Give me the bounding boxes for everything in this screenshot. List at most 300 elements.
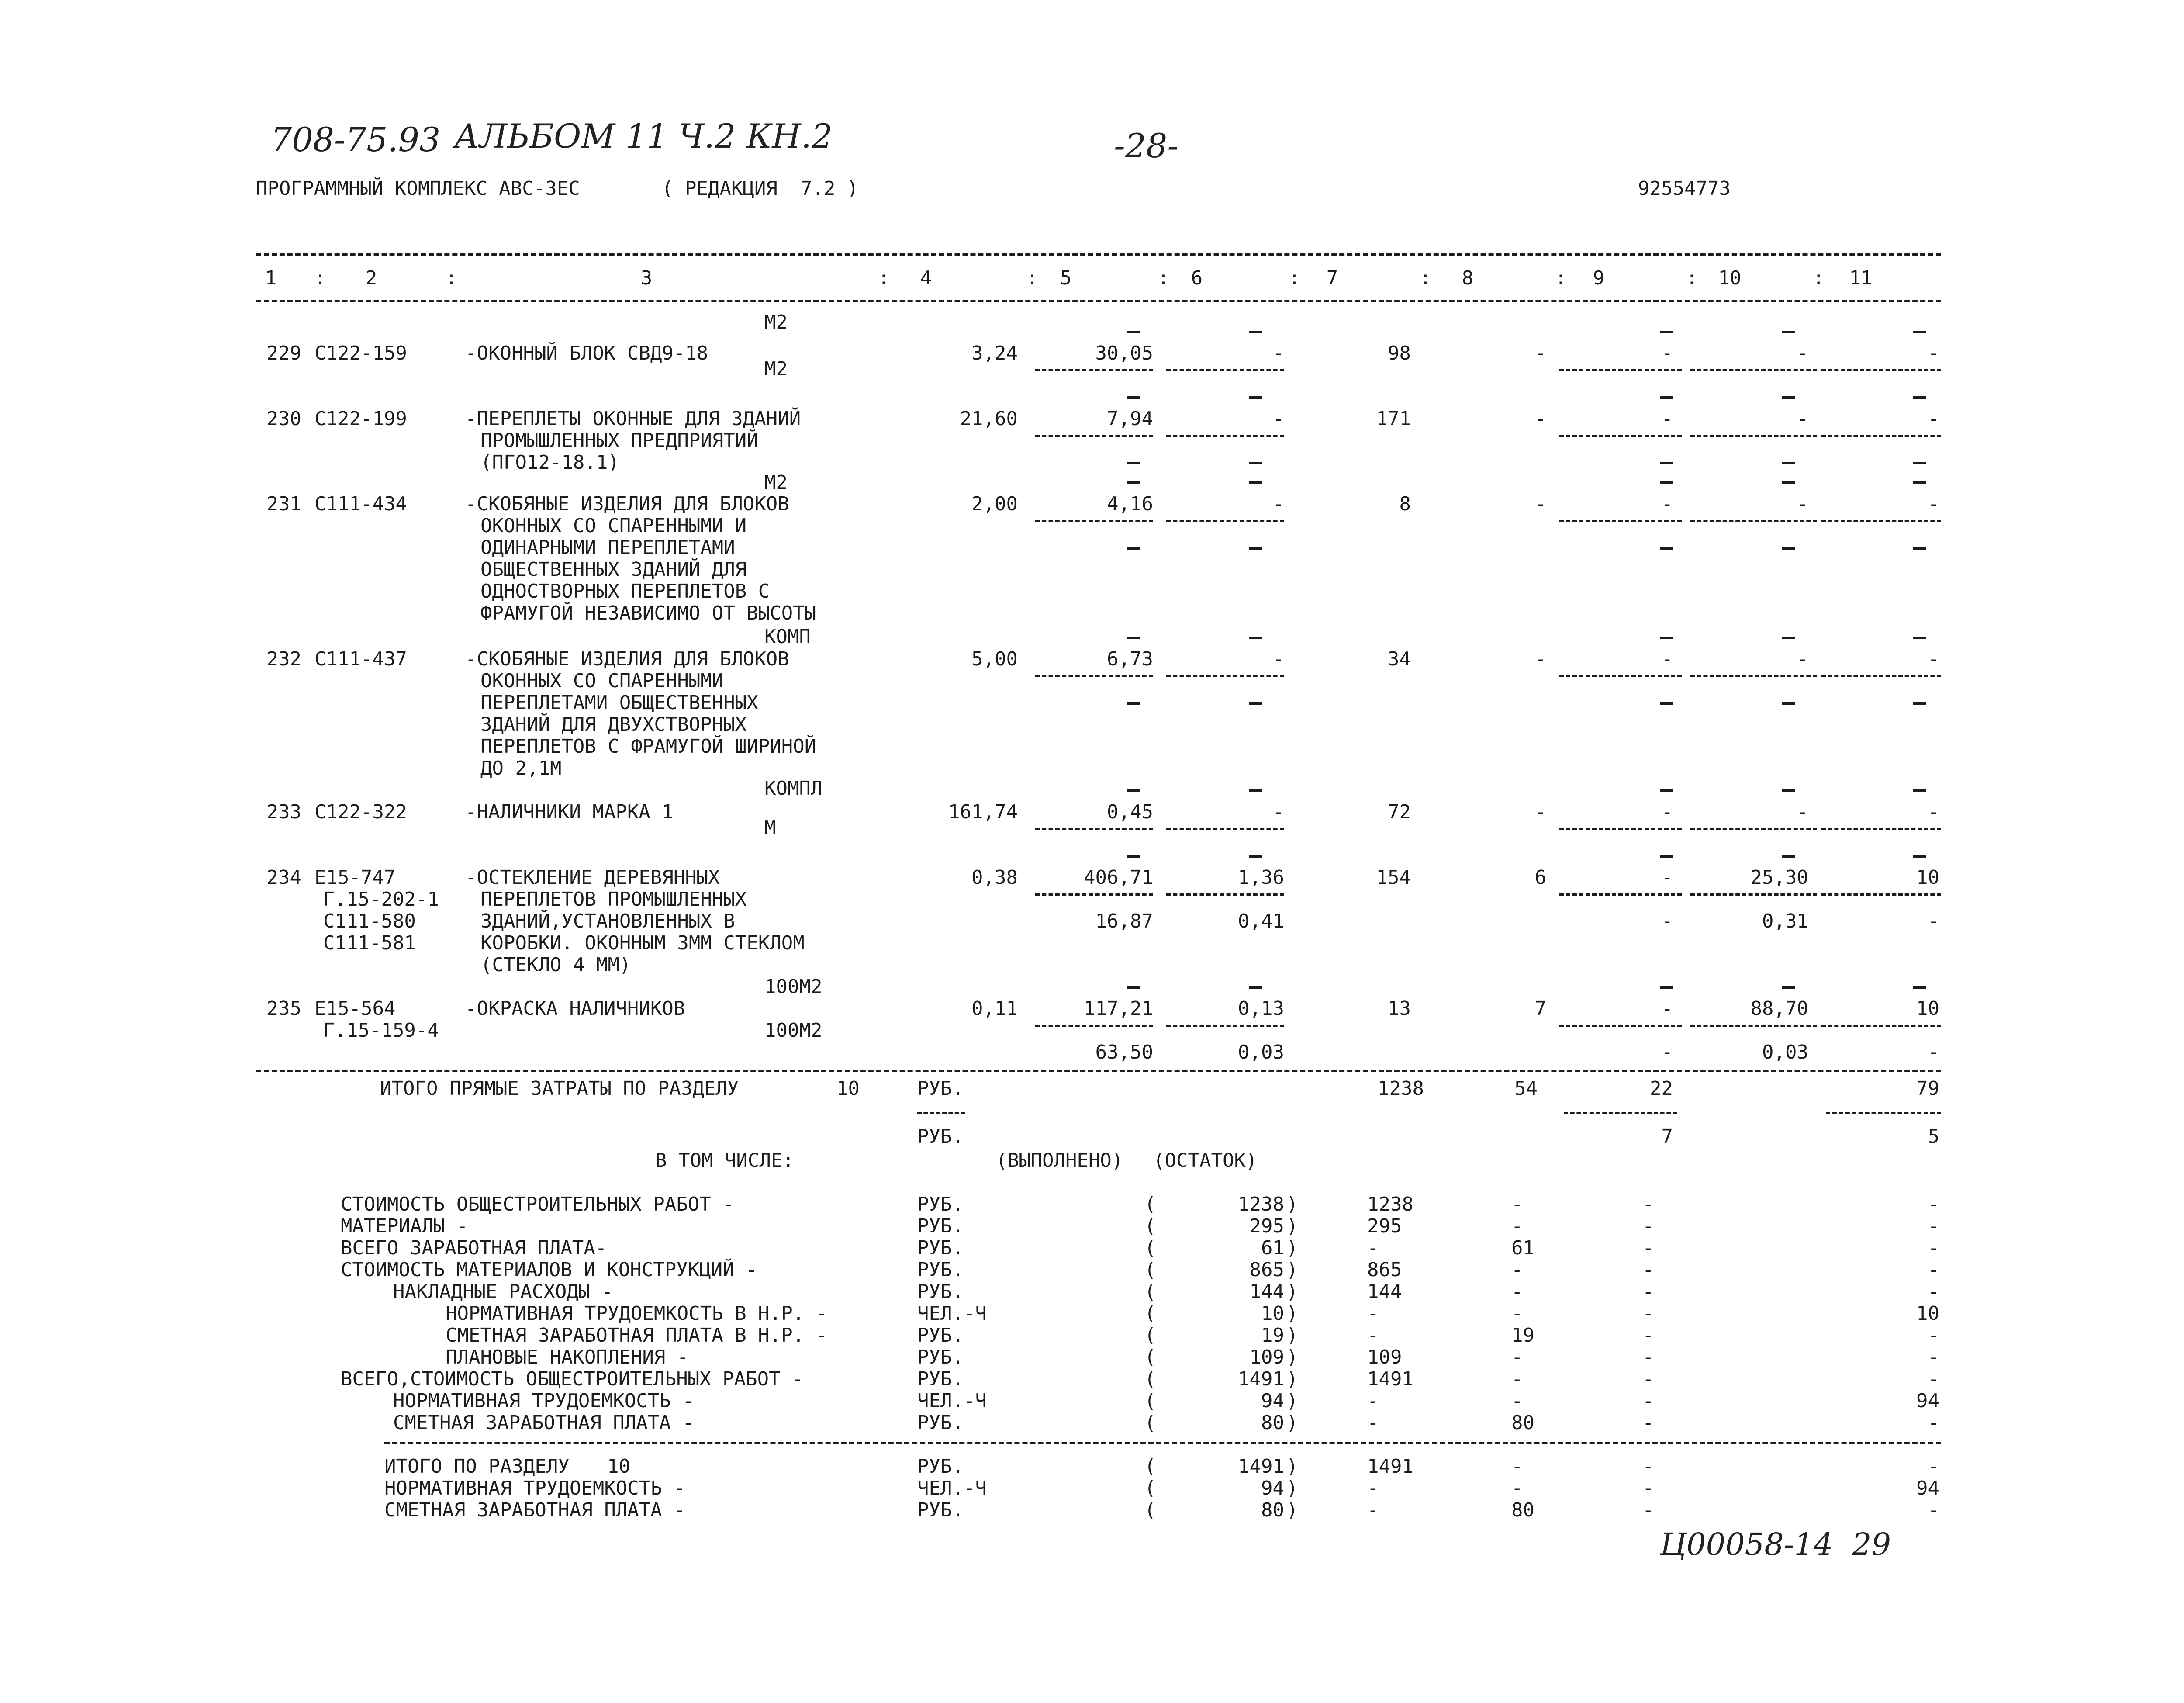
row-col10: 25,30 — [1750, 866, 1808, 889]
done-column-label: (ВЫПОЛНЕНО) — [996, 1149, 1123, 1172]
row-sub-col10: 0,03 — [1762, 1041, 1808, 1063]
row-col7: 98 — [1388, 342, 1411, 364]
row-col8: - — [1534, 408, 1546, 430]
summary-col11: - — [1928, 1412, 1939, 1434]
row-code: С111-581 — [323, 932, 416, 954]
summary-label: ПЛАНОВЫЕ НАКОПЛЕНИЯ - — [446, 1346, 689, 1368]
summary-done-value: 1491 — [1238, 1368, 1284, 1390]
row-dash — [1821, 893, 1941, 896]
row-dash — [1035, 828, 1153, 830]
row-col7: 8 — [1399, 493, 1411, 515]
row-col10: 88,70 — [1750, 997, 1808, 1020]
summary-col8: - — [1511, 1281, 1523, 1303]
row-col5: 117,21 — [1084, 997, 1153, 1020]
column-separator: : — [878, 267, 890, 289]
column-header-5: 5 — [1060, 267, 1072, 289]
paren-close: ) — [1286, 1346, 1298, 1368]
row-dash — [1559, 520, 1682, 522]
paren-open: ( — [1144, 1346, 1156, 1368]
summary-unit: ЧЕЛ.-Ч — [917, 1390, 987, 1412]
row-dash — [1821, 369, 1941, 371]
row-description: ФРАМУГОЙ НЕЗАВИСИМО ОТ ВЫСОТЫ — [480, 602, 816, 624]
row-col5: 7,94 — [1107, 408, 1153, 430]
summary-col8: - — [1511, 1346, 1523, 1368]
summary-unit: РУБ. — [917, 1368, 964, 1390]
section-total-col7: - — [1367, 1477, 1379, 1499]
value-tick — [1782, 547, 1795, 550]
row-code: С111-434 — [314, 493, 407, 515]
row-col7: 13 — [1388, 997, 1411, 1020]
including-label: В ТОМ ЧИСЛЕ: — [655, 1149, 794, 1172]
row-description: ОДНОСТВОРНЫХ ПЕРЕПЛЕТОВ С — [480, 580, 770, 602]
summary-col11: 10 — [1916, 1302, 1939, 1325]
value-tick — [1913, 637, 1926, 639]
summary-label: СТОИМОСТЬ МАТЕРИАЛОВ И КОНСТРУКЦИЙ - — [341, 1259, 757, 1281]
value-tick — [1913, 702, 1926, 705]
row-description: ОДИНАРНЫМИ ПЕРЕПЛЕТАМИ — [480, 537, 735, 559]
row-quantity: 3,24 — [971, 342, 1018, 364]
row-col5: 0,45 — [1107, 801, 1153, 823]
row-sub-col5: 63,50 — [1095, 1041, 1153, 1063]
section-total-unit: РУБ. — [917, 1499, 964, 1521]
section-total-col8: - — [1511, 1477, 1523, 1499]
column-header-1: 1 — [265, 267, 277, 289]
summary-done-value: 295 — [1249, 1215, 1284, 1237]
paren-close: ) — [1286, 1237, 1298, 1259]
row-sub-col9: - — [1661, 1041, 1673, 1063]
row-col6: - — [1272, 493, 1284, 515]
row-number: 232 — [266, 648, 301, 670]
section-total-label: НОРМАТИВНАЯ ТРУДОЕМКОСТЬ - — [384, 1477, 685, 1499]
row-quantity: 161,74 — [948, 801, 1018, 823]
value-tick — [1782, 855, 1795, 858]
value-tick — [1660, 986, 1673, 989]
value-tick — [1127, 462, 1140, 464]
summary-col9: - — [1642, 1390, 1654, 1412]
section-total-col8: 80 — [1511, 1499, 1534, 1521]
summary-col9: - — [1642, 1302, 1654, 1325]
row-description: -НАЛИЧНИКИ МАРКА 1 — [465, 801, 674, 823]
handwritten-page-number: -28- — [1114, 126, 1179, 165]
value-tick — [1660, 481, 1673, 484]
summary-col11: - — [1928, 1259, 1939, 1281]
value-tick — [1249, 702, 1262, 705]
summary-done-value: 1238 — [1238, 1193, 1284, 1215]
paren-close: ) — [1286, 1455, 1298, 1478]
row-dash — [1166, 893, 1284, 896]
row-col10: - — [1797, 493, 1808, 515]
summary-col11: - — [1928, 1215, 1939, 1237]
row-description: -ОКОННЫЙ БЛОК СВД9-18 — [465, 342, 708, 364]
summary-unit: РУБ. — [917, 1215, 964, 1237]
row-col8: - — [1534, 342, 1546, 364]
total-direct-col11-sub: 5 — [1928, 1125, 1939, 1148]
row-col5: 4,16 — [1107, 493, 1153, 515]
row-col6: 1,36 — [1238, 866, 1284, 889]
document-number: 92554773 — [1638, 177, 1731, 200]
row-col5: 30,05 — [1095, 342, 1153, 364]
summary-label: НАКЛАДНЫЕ РАСХОДЫ - — [393, 1281, 613, 1303]
summary-done-value: 144 — [1249, 1281, 1284, 1303]
row-dash — [1559, 435, 1682, 437]
row-col8: - — [1534, 493, 1546, 515]
row-col9: - — [1661, 648, 1673, 670]
total-direct-unit-dash — [917, 1112, 965, 1114]
summary-col8: 61 — [1511, 1237, 1534, 1259]
section-total-col9: - — [1642, 1477, 1654, 1499]
row-dash — [1821, 520, 1941, 522]
row-dash — [1821, 1025, 1941, 1027]
value-tick — [1127, 331, 1140, 333]
section-total-rule — [384, 1442, 1941, 1444]
value-tick — [1249, 481, 1262, 484]
summary-col9: - — [1642, 1215, 1654, 1237]
row-description: ПЕРЕПЛЕТОВ С ФРАМУГОЙ ШИРИНОЙ — [480, 735, 816, 758]
column-separator: : — [1420, 267, 1431, 289]
row-dash — [1035, 893, 1153, 896]
row-col11: - — [1928, 408, 1939, 430]
row-code: Е15-747 — [314, 866, 396, 889]
section-total-col9: - — [1642, 1455, 1654, 1478]
row-dash — [1166, 828, 1284, 830]
paren-open: ( — [1144, 1477, 1156, 1499]
summary-col7: 109 — [1367, 1346, 1402, 1368]
row-dash — [1559, 893, 1682, 896]
paren-close: ) — [1286, 1368, 1298, 1390]
header-rule-bottom — [256, 300, 1941, 302]
value-tick — [1249, 789, 1262, 792]
paren-open: ( — [1144, 1324, 1156, 1346]
summary-unit: РУБ. — [917, 1412, 964, 1434]
edition-label: ( РЕДАКЦИЯ 7.2 ) — [662, 177, 859, 200]
row-dash — [1821, 828, 1941, 830]
summary-done-value: 80 — [1261, 1412, 1284, 1434]
value-tick — [1127, 637, 1140, 639]
value-tick — [1913, 789, 1926, 792]
summary-done-value: 61 — [1261, 1237, 1284, 1259]
row-dash — [1821, 435, 1941, 437]
summary-col7: - — [1367, 1302, 1379, 1325]
summary-done-value: 865 — [1249, 1259, 1284, 1281]
row-dash — [1690, 828, 1817, 830]
row-sub-col11: - — [1928, 1041, 1939, 1063]
value-tick — [1913, 396, 1926, 399]
value-tick — [1249, 396, 1262, 399]
row-dash — [1821, 675, 1941, 677]
row-number: 230 — [266, 408, 301, 430]
summary-col11: - — [1928, 1281, 1939, 1303]
row-col6: - — [1272, 648, 1284, 670]
paren-open: ( — [1144, 1302, 1156, 1325]
row-col11: 10 — [1916, 997, 1939, 1020]
total-direct-col9-sub: 7 — [1661, 1125, 1673, 1148]
total-direct-col11: 79 — [1916, 1077, 1939, 1100]
paren-open: ( — [1144, 1368, 1156, 1390]
value-tick — [1660, 702, 1673, 705]
row-number: 235 — [266, 997, 301, 1020]
paren-close: ) — [1286, 1281, 1298, 1303]
summary-col9: - — [1642, 1324, 1654, 1346]
summary-label: ВСЕГО ЗАРАБОТНАЯ ПЛАТА- — [341, 1237, 607, 1259]
row-col9: - — [1661, 408, 1673, 430]
summary-unit: ЧЕЛ.-Ч — [917, 1302, 987, 1325]
value-tick — [1782, 637, 1795, 639]
row-description: ПЕРЕПЛЕТАМИ ОБЩЕСТВЕННЫХ — [480, 692, 758, 714]
row-sub-col9: - — [1661, 910, 1673, 932]
row-col10: - — [1797, 408, 1808, 430]
paren-close: ) — [1286, 1477, 1298, 1499]
summary-col8: - — [1511, 1259, 1523, 1281]
row-col9: - — [1661, 493, 1673, 515]
summary-label: СМЕТНАЯ ЗАРАБОТНАЯ ПЛАТА В Н.Р. - — [446, 1324, 828, 1346]
column-header-11: 11 — [1849, 267, 1873, 289]
value-tick — [1660, 547, 1673, 550]
paren-open: ( — [1144, 1193, 1156, 1215]
column-header-8: 8 — [1462, 267, 1474, 289]
row-quantity: 5,00 — [971, 648, 1018, 670]
summary-label: ВСЕГО,СТОИМОСТЬ ОБЩЕСТРОИТЕЛЬНЫХ РАБОТ - — [341, 1368, 804, 1390]
section-total-col8: - — [1511, 1455, 1523, 1478]
row-dash — [1690, 675, 1817, 677]
summary-col9: - — [1642, 1259, 1654, 1281]
paren-open: ( — [1144, 1412, 1156, 1434]
value-tick — [1249, 855, 1262, 858]
summary-col11: - — [1928, 1346, 1939, 1368]
header-rule-top — [256, 253, 1941, 256]
row-col10: - — [1797, 801, 1808, 823]
row-dash — [1035, 369, 1153, 371]
paren-close: ) — [1286, 1302, 1298, 1325]
row-dash — [1690, 1025, 1817, 1027]
section-total-label: СМЕТНАЯ ЗАРАБОТНАЯ ПЛАТА - — [384, 1499, 685, 1521]
value-tick — [1913, 331, 1926, 333]
row-col5: 406,71 — [1084, 866, 1153, 889]
row-col11: 10 — [1916, 866, 1939, 889]
value-tick — [1127, 986, 1140, 989]
section-total-number: 10 — [607, 1455, 630, 1478]
row-dash — [1035, 435, 1153, 437]
row-description: -ОСТЕКЛЕНИЕ ДЕРЕВЯННЫХ — [465, 866, 720, 889]
program-title: ПРОГРАММНЫЙ КОМПЛЕКС АВС-3ЕС — [256, 177, 580, 200]
row-sub-col5: 16,87 — [1095, 910, 1153, 932]
row-dash — [1166, 435, 1284, 437]
row-number: 231 — [266, 493, 301, 515]
row-sub-unit: М2 — [764, 358, 788, 380]
paren-close: ) — [1286, 1499, 1298, 1521]
summary-col8: - — [1511, 1193, 1523, 1215]
column-header-2: 2 — [365, 267, 377, 289]
value-tick — [1782, 396, 1795, 399]
section-total-col11: - — [1928, 1455, 1939, 1478]
row-col8: - — [1534, 801, 1546, 823]
row-col7: 34 — [1388, 648, 1411, 670]
summary-col8: - — [1511, 1302, 1523, 1325]
section-total-label: ИТОГО ПО РАЗДЕЛУ — [384, 1455, 570, 1478]
row-dash — [1166, 675, 1284, 677]
section-total-unit: ЧЕЛ.-Ч — [917, 1477, 987, 1499]
row-col6: - — [1272, 342, 1284, 364]
summary-label: НОРМАТИВНАЯ ТРУДОЕМКОСТЬ В Н.Р. - — [446, 1302, 828, 1325]
value-tick — [1660, 789, 1673, 792]
section-total-done-value: 94 — [1261, 1477, 1284, 1499]
row-unit: КОМП — [764, 626, 811, 648]
total-direct-col9: 22 — [1650, 1077, 1673, 1100]
row-col6: - — [1272, 801, 1284, 823]
summary-done-value: 19 — [1261, 1324, 1284, 1346]
summary-col8: 19 — [1511, 1324, 1534, 1346]
value-tick — [1782, 481, 1795, 484]
section-total-col11: - — [1928, 1499, 1939, 1521]
row-col9: - — [1661, 342, 1673, 364]
summary-label: НОРМАТИВНАЯ ТРУДОЕМКОСТЬ - — [393, 1390, 694, 1412]
row-dash — [1166, 1025, 1284, 1027]
row-col7: 72 — [1388, 801, 1411, 823]
row-dash — [1559, 828, 1682, 830]
section-total-unit: РУБ. — [917, 1455, 964, 1478]
summary-col11: 94 — [1916, 1390, 1939, 1412]
row-col8: 7 — [1534, 997, 1546, 1020]
paren-open: ( — [1144, 1455, 1156, 1478]
row-sub-col6: 0,03 — [1238, 1041, 1284, 1063]
row-code: С111-437 — [314, 648, 407, 670]
summary-done-value: 10 — [1261, 1302, 1284, 1325]
summary-col7: - — [1367, 1390, 1379, 1412]
section-total-done-value: 1491 — [1238, 1455, 1284, 1478]
summary-col11: - — [1928, 1237, 1939, 1259]
summary-col7: - — [1367, 1324, 1379, 1346]
summary-label: СТОИМОСТЬ ОБЩЕСТРОИТЕЛЬНЫХ РАБОТ - — [341, 1193, 734, 1215]
row-col11: - — [1928, 342, 1939, 364]
row-sub-unit: М — [764, 817, 776, 839]
row-quantity: 0,11 — [971, 997, 1018, 1020]
value-tick — [1660, 396, 1673, 399]
value-tick — [1782, 702, 1795, 705]
handwritten-sheet-number: 29 — [1852, 1526, 1891, 1562]
paren-close: ) — [1286, 1215, 1298, 1237]
summary-unit: РУБ. — [917, 1281, 964, 1303]
row-col11: - — [1928, 648, 1939, 670]
column-separator: : — [1813, 267, 1825, 289]
total-direct-unit: РУБ. — [917, 1077, 964, 1100]
section-total-col11: 94 — [1916, 1477, 1939, 1499]
summary-col8: - — [1511, 1215, 1523, 1237]
row-code: С122-199 — [314, 408, 407, 430]
row-col9: - — [1661, 801, 1673, 823]
total-direct-unit-2: РУБ. — [917, 1125, 964, 1148]
row-description: ПРОМЫШЛЕННЫХ ПРЕДПРИЯТИЙ — [480, 429, 758, 452]
row-col6: 0,13 — [1238, 997, 1284, 1020]
summary-col8: 80 — [1511, 1412, 1534, 1434]
value-tick — [1249, 637, 1262, 639]
value-tick — [1127, 481, 1140, 484]
column-header-7: 7 — [1326, 267, 1338, 289]
total-direct-col11-dash — [1826, 1112, 1941, 1114]
summary-done-value: 94 — [1261, 1390, 1284, 1412]
value-tick — [1913, 462, 1926, 464]
value-tick — [1249, 986, 1262, 989]
row-description: (СТЕКЛО 4 ММ) — [480, 954, 631, 976]
summary-col9: - — [1642, 1193, 1654, 1215]
column-separator: : — [1158, 267, 1169, 289]
value-tick — [1249, 331, 1262, 333]
row-dash — [1690, 893, 1817, 896]
value-tick — [1660, 637, 1673, 639]
row-code: С122-159 — [314, 342, 407, 364]
value-tick — [1782, 789, 1795, 792]
value-tick — [1782, 986, 1795, 989]
row-col9: - — [1661, 997, 1673, 1020]
value-tick — [1127, 855, 1140, 858]
row-dash — [1559, 1025, 1682, 1027]
row-description: ЗДАНИЙ ДЛЯ ДВУХСТВОРНЫХ — [480, 713, 747, 736]
column-header-9: 9 — [1593, 267, 1605, 289]
value-tick — [1127, 547, 1140, 550]
row-sub-unit: 100М2 — [764, 1019, 822, 1042]
value-tick — [1249, 547, 1262, 550]
row-col6: - — [1272, 408, 1284, 430]
value-tick — [1249, 462, 1262, 464]
summary-col7: 144 — [1367, 1281, 1402, 1303]
row-dash — [1690, 520, 1817, 522]
summary-col11: - — [1928, 1368, 1939, 1390]
paren-open: ( — [1144, 1281, 1156, 1303]
row-dash — [1559, 675, 1682, 677]
row-dash — [1035, 675, 1153, 677]
value-tick — [1127, 702, 1140, 705]
row-description: ПЕРЕПЛЕТОВ ПРОМЫШЛЕННЫХ — [480, 888, 747, 910]
row-description: ОКОННЫХ СО СПАРЕННЫМИ — [480, 670, 724, 692]
handwritten-album: АЛЬБОМ 11 Ч.2 КН.2 — [454, 117, 833, 156]
row-col8: 6 — [1534, 866, 1546, 889]
handwritten-code: 708-75.93 — [271, 120, 441, 159]
summary-col8: - — [1511, 1368, 1523, 1390]
row-dash — [1690, 435, 1817, 437]
row-sub-col11: - — [1928, 910, 1939, 932]
value-tick — [1660, 331, 1673, 333]
row-code: С111-580 — [323, 910, 416, 932]
row-number: 229 — [266, 342, 301, 364]
row-quantity: 21,60 — [960, 408, 1018, 430]
row-col10: - — [1797, 648, 1808, 670]
row-unit: М2 — [764, 311, 788, 333]
column-header-3: 3 — [640, 267, 653, 289]
summary-col9: - — [1642, 1412, 1654, 1434]
summary-unit: РУБ. — [917, 1193, 964, 1215]
paren-close: ) — [1286, 1193, 1298, 1215]
summary-col9: - — [1642, 1281, 1654, 1303]
summary-col7: 1238 — [1367, 1193, 1413, 1215]
row-quantity: 2,00 — [971, 493, 1018, 515]
rows-end-rule — [256, 1070, 1941, 1072]
handwritten-stamp: Ц00058-14 — [1660, 1526, 1833, 1562]
row-col9: - — [1661, 866, 1673, 889]
row-description: КОРОБКИ. ОКОННЫМ 3ММ СТЕКЛОМ — [480, 932, 805, 954]
paren-close: ) — [1286, 1390, 1298, 1412]
paren-open: ( — [1144, 1390, 1156, 1412]
summary-col9: - — [1642, 1368, 1654, 1390]
row-code: Е15-564 — [314, 997, 396, 1020]
summary-unit: РУБ. — [917, 1324, 964, 1346]
row-code: Г.15-159-4 — [323, 1019, 439, 1042]
row-number: 234 — [266, 866, 301, 889]
paren-close: ) — [1286, 1324, 1298, 1346]
section-total-col7: - — [1367, 1499, 1379, 1521]
paren-open: ( — [1144, 1499, 1156, 1521]
column-separator: : — [1289, 267, 1300, 289]
total-direct-label: ИТОГО ПРЯМЫЕ ЗАТРАТЫ ПО РАЗДЕЛУ — [380, 1077, 739, 1100]
total-direct-col9-dash — [1564, 1112, 1677, 1114]
value-tick — [1660, 462, 1673, 464]
